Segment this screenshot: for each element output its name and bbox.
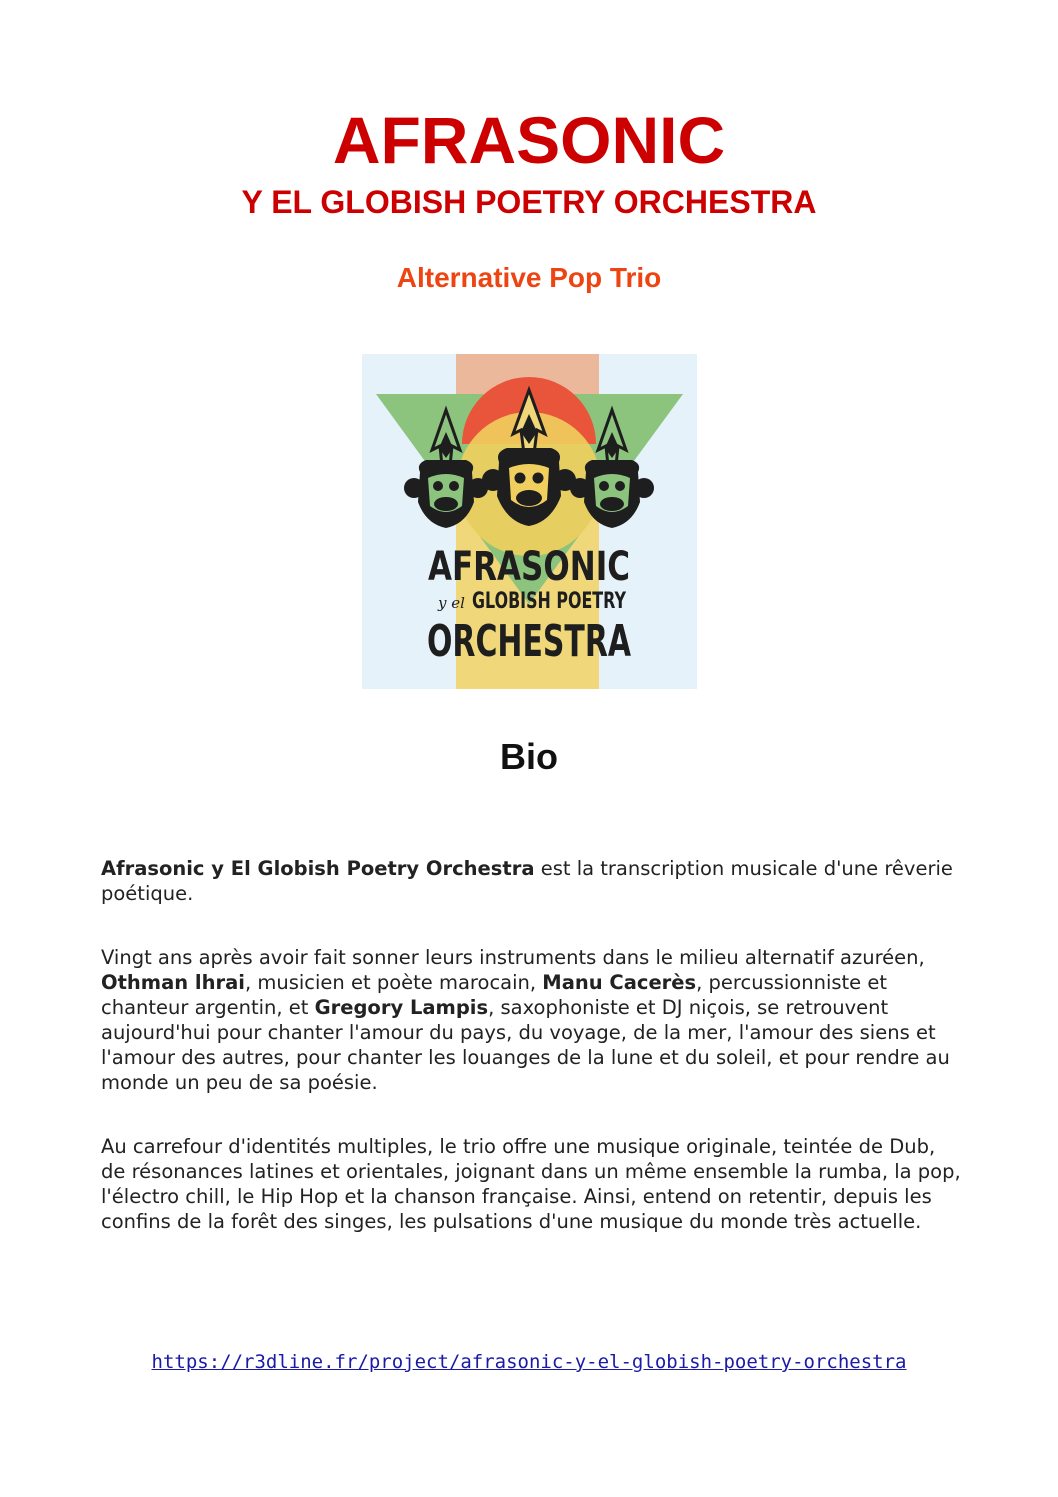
artwork-logo-prefix: y el <box>438 594 465 612</box>
page-title: AFRASONIC <box>332 103 726 177</box>
bio-paragraph-2 <box>101 945 961 1095</box>
project-link[interactable]: https://r3dline.fr/project/afrasonic-y-el-globish-poetry-orchestra <box>151 1351 907 1373</box>
bio-paragraph-1 <box>101 856 961 906</box>
bio-paragraph-2-text-4: , saxophoniste et DJ niçois, se retrouvent aujourd'hui pour chanter l'amour du pays, du voyage, de la mer, l'amour des siens et l'amour des autres, pour chanter les louanges de la lune et du soleil, et pour rendre au monde un peu de sa poésie. <box>101 996 950 1094</box>
bio-paragraph-2-text-3: , percussionniste et chanteur argentin, et <box>101 971 888 1019</box>
album-artwork-svg <box>362 354 697 689</box>
genre-tagline: Alternative Pop Trio <box>396 262 662 293</box>
artwork-logo-line-2: GLOBISH POETRY <box>472 589 627 614</box>
bio-body <box>101 856 961 1273</box>
bio-paragraph-1-text: est la transcription musicale d'une rêverie poétique. <box>101 857 953 905</box>
bio-band-name: Afrasonic y El Globish Poetry Orchestra <box>101 857 535 880</box>
member-name-othman: Othman lhrai <box>101 971 245 994</box>
member-name-manu: Manu Cacerès <box>542 971 697 994</box>
bio-paragraph-3: Au carrefour d'identités multiples, le trio offre une musique originale, teintée de Dub, de résonances latines et orientales, joignant dans un même ensemble la rumba, la pop, l'électro chill, le Hip Hop et la chanson française. Ainsi, entend on retentir, depuis les confins de la forêt des singes, les pulsations d'une musique du monde très actuelle. <box>101 1135 961 1233</box>
artwork-logo-line-3: ORCHESTRA <box>427 616 631 667</box>
bio-heading: Bio <box>500 736 558 777</box>
bio-paragraph-2-text-1: Vingt ans après avoir fait sonner leurs instruments dans le milieu alternatif azuréen, <box>101 946 925 969</box>
footer-link-row <box>0 1349 1058 1375</box>
bio-paragraph-2-text-2: , musicien et poète marocain, <box>244 971 543 994</box>
page-subtitle: Y EL GLOBISH POETRY ORCHESTRA <box>241 184 817 220</box>
member-name-gregory: Gregory Lampis <box>314 996 489 1019</box>
artwork-logo-line-1: AFRASONIC <box>428 544 630 590</box>
album-artwork <box>362 354 697 689</box>
